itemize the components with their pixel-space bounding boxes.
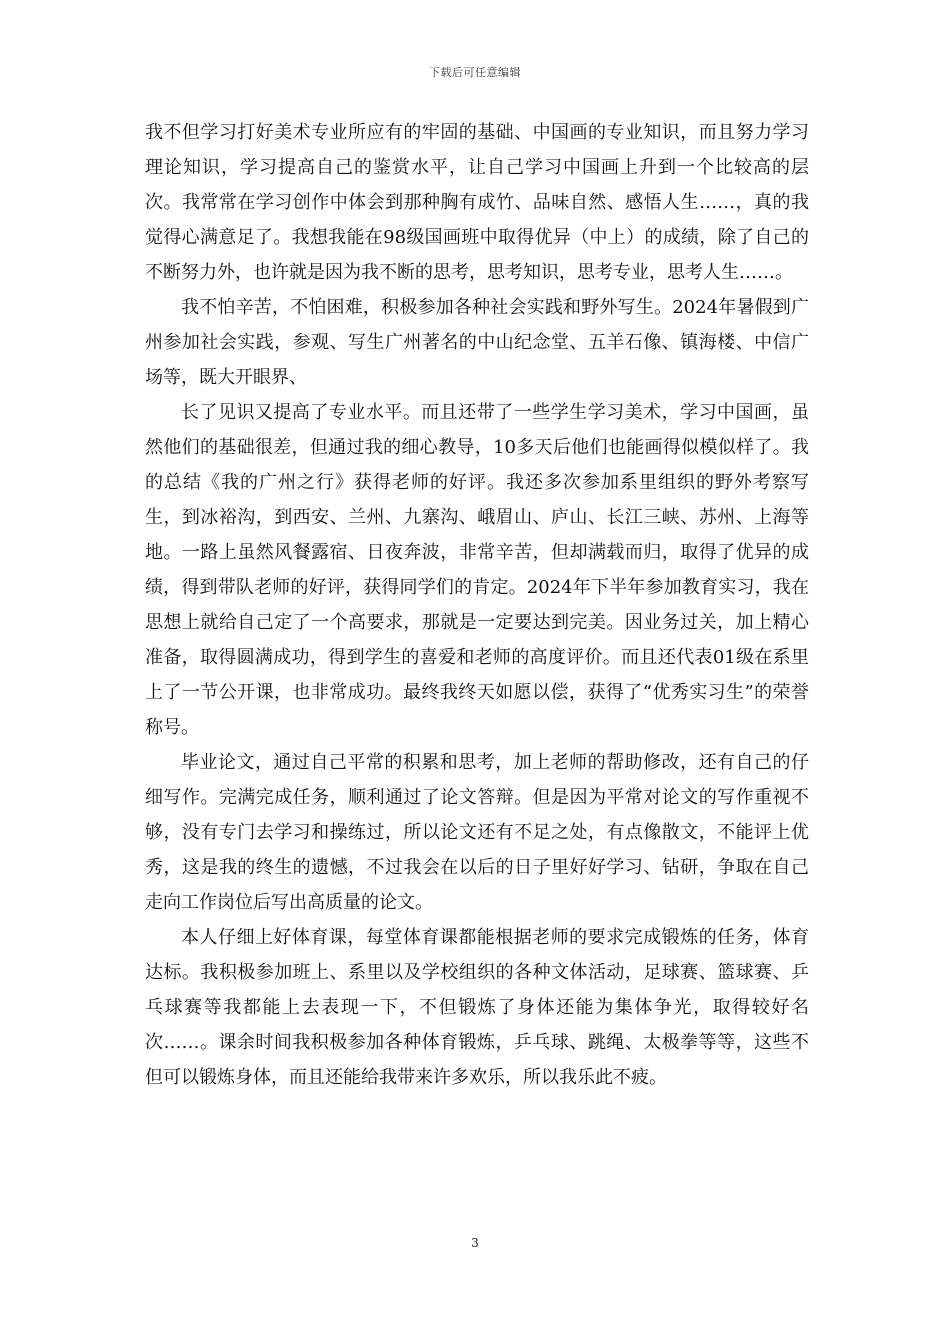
paragraph-4: 毕业论文，通过自己平常的积累和思考，加上老师的帮助修改，还有自己的仔细写作。完满完成任务，顺利通过了论文答辩。但是因为平常对论文的写作重视不够，没有专门去学习和操练过，所以论文还有不足之处，有点像散文，不能评上优秀，这是我的终生的遗憾，不过我会在以后的日子里好好学习、钻研，争取在自己走向工作岗位后写出高质量的论文。 [145,752,809,913]
paragraph-2: 我不怕辛苦，不怕困难，积极参加各种社会实践和野外写生。2024年暑假到广州参加社会实践，参观、写生广州著名的中山纪念堂、五羊石像、镇海楼、中信广场等，既大开眼界、 [145,297,809,388]
page-header: 下载后可任意编辑 [429,66,521,79]
paragraph-1: 我不但学习打好美术专业所应有的牢固的基础、中国画的专业知识，而且努力学习理论知识，学习提高自己的鉴赏水平，让自己学习中国画上升到一个比较高的层次。我常常在学习创作中体会到那种胸有成竹、品味自然、感悟人生……，真的我觉得心满意足了。我想我能在98级国画班中取得优异（中上）的成绩，除了自己的不断努力外，也许就是因为我不断的思考，思考知识，思考专业，思考人生……。 [145,122,809,283]
document-body [145,115,809,1095]
page-number: 3 [471,1236,479,1250]
paragraph-3: 长了见识又提高了专业水平。而且还带了一些学生学习美术，学习中国画，虽然他们的基础很差，但通过我的细心教导，10多天后他们也能画得似模似样了。我的总结《我的广州之行》获得老师的好评。我还多次参加系里组织的野外考察写生，到冰裕沟，到西安、兰州、九寨沟、峨眉山、庐山、长江三峡、苏州、上海等地。一路上虽然风餐露宿、日夜奔波，非常辛苦，但却满载而归，取得了优异的成绩，得到带队老师的好评，获得同学们的肯定。2024年下半年参加教育实习，我在思想上就给自己定了一个高要求，那就是一定要达到完美。因业务过关，加上精心准备，取得圆满成功，得到学生的喜爱和老师的高度评价。而且还代表01级在系里上了一节公开课，也非常成功。最终我终天如愿以偿，获得了“优秀实习生”的荣誉称号。 [145,402,809,738]
paragraph-5: 本人仔细上好体育课，每堂体育课都能根据老师的要求完成锻炼的任务，体育达标。我积极参加班上、系里以及学校组织的各种文体活动，足球赛、篮球赛、乒乓球赛等我都能上去表现一下，不但锻炼了身体还能为集体争光，取得较好名次……。课余时间我积极参加各种体育锻炼，乒乓球、跳绳、太极拳等等，这些不但可以锻炼身体，而且还能给我带来许多欢乐，所以我乐此不疲。 [145,927,809,1088]
